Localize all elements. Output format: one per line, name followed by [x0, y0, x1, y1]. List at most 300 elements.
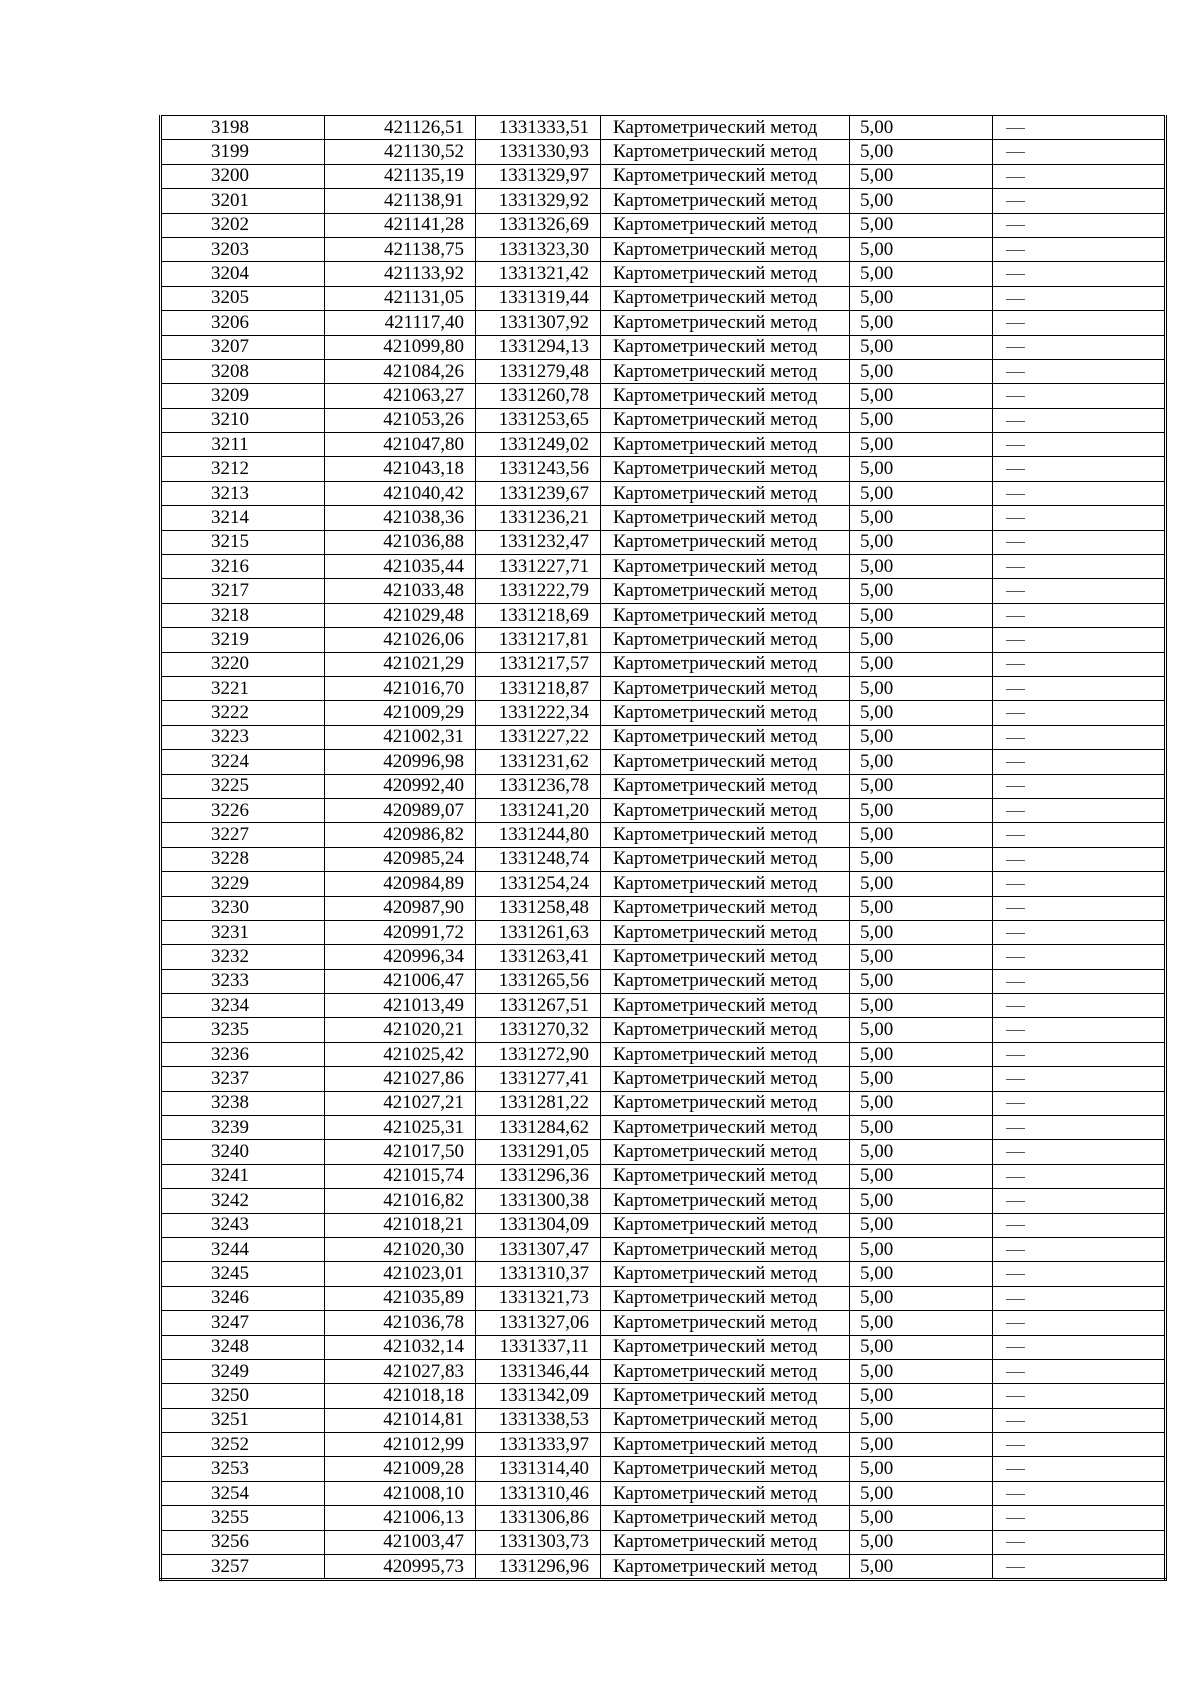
dash-mark [1006, 1225, 1025, 1226]
table-row [161, 1506, 1166, 1530]
point-number-cell: 3246 [161, 1286, 325, 1310]
note-cell [993, 213, 1166, 237]
x-coordinate-cell: 421053,26 [325, 408, 476, 432]
accuracy-cell: 5,00 [850, 433, 993, 457]
y-coordinate-cell: 1331218,69 [476, 603, 601, 627]
point-number-cell: 3217 [161, 579, 325, 603]
point-number-cell: 3198 [161, 116, 325, 140]
dash-mark [1006, 689, 1025, 690]
note-cell [993, 457, 1166, 481]
y-coordinate-cell: 1331244,80 [476, 823, 601, 847]
table-row [161, 457, 1166, 481]
point-number-cell: 3257 [161, 1555, 325, 1580]
y-coordinate-cell: 1331258,48 [476, 896, 601, 920]
y-coordinate-cell: 1331254,24 [476, 872, 601, 896]
x-coordinate-cell: 421063,27 [325, 384, 476, 408]
method-cell: Картометрический метод [601, 237, 850, 261]
dash-mark [1006, 1079, 1025, 1080]
x-coordinate-cell: 421027,86 [325, 1067, 476, 1091]
note-cell [993, 1140, 1166, 1164]
point-number-cell: 3253 [161, 1457, 325, 1481]
dash-mark [1006, 128, 1025, 129]
table-row [161, 433, 1166, 457]
x-coordinate-cell: 421026,06 [325, 628, 476, 652]
table-row [161, 481, 1166, 505]
y-coordinate-cell: 1331281,22 [476, 1091, 601, 1115]
note-cell [993, 1237, 1166, 1261]
x-coordinate-cell: 421002,31 [325, 725, 476, 749]
accuracy-cell: 5,00 [850, 847, 993, 871]
note-cell [993, 872, 1166, 896]
accuracy-cell: 5,00 [850, 1262, 993, 1286]
point-number-cell: 3214 [161, 506, 325, 530]
point-number-cell: 3231 [161, 920, 325, 944]
dash-mark [1006, 982, 1025, 983]
dash-mark [1006, 640, 1025, 641]
accuracy-cell: 5,00 [850, 896, 993, 920]
dash-mark [1006, 542, 1025, 543]
dash-mark [1006, 1006, 1025, 1007]
note-cell [993, 1530, 1166, 1554]
table-row [161, 994, 1166, 1018]
point-number-cell: 3244 [161, 1237, 325, 1261]
y-coordinate-cell: 1331346,44 [476, 1359, 601, 1383]
y-coordinate-cell: 1331270,32 [476, 1018, 601, 1042]
method-cell: Картометрический метод [601, 335, 850, 359]
y-coordinate-cell: 1331330,93 [476, 140, 601, 164]
method-cell: Картометрический метод [601, 1213, 850, 1237]
accuracy-cell: 5,00 [850, 213, 993, 237]
method-cell: Картометрический метод [601, 750, 850, 774]
y-coordinate-cell: 1331284,62 [476, 1116, 601, 1140]
table-row [161, 1067, 1166, 1091]
point-number-cell: 3256 [161, 1530, 325, 1554]
dash-mark [1006, 567, 1025, 568]
accuracy-cell: 5,00 [850, 555, 993, 579]
x-coordinate-cell: 421018,18 [325, 1384, 476, 1408]
table-row [161, 1042, 1166, 1066]
note-cell [993, 1091, 1166, 1115]
method-cell: Картометрический метод [601, 481, 850, 505]
method-cell: Картометрический метод [601, 311, 850, 335]
y-coordinate-cell: 1331338,53 [476, 1408, 601, 1432]
table-row [161, 1335, 1166, 1359]
note-cell [993, 1555, 1166, 1580]
y-coordinate-cell: 1331265,56 [476, 969, 601, 993]
x-coordinate-cell: 420989,07 [325, 798, 476, 822]
point-number-cell: 3228 [161, 847, 325, 871]
table-row [161, 189, 1166, 213]
y-coordinate-cell: 1331333,51 [476, 116, 601, 140]
accuracy-cell: 5,00 [850, 530, 993, 554]
x-coordinate-cell: 421131,05 [325, 286, 476, 310]
point-number-cell: 3238 [161, 1091, 325, 1115]
method-cell: Картометрический метод [601, 408, 850, 432]
y-coordinate-cell: 1331296,36 [476, 1164, 601, 1188]
table-row [161, 116, 1166, 140]
accuracy-cell: 5,00 [850, 189, 993, 213]
x-coordinate-cell: 421021,29 [325, 652, 476, 676]
accuracy-cell: 5,00 [850, 164, 993, 188]
note-cell [993, 359, 1166, 383]
dash-mark [1006, 1347, 1025, 1348]
note-cell [993, 1213, 1166, 1237]
method-cell: Картометрический метод [601, 603, 850, 627]
point-number-cell: 3250 [161, 1384, 325, 1408]
dash-mark [1006, 835, 1025, 836]
y-coordinate-cell: 1331248,74 [476, 847, 601, 871]
method-cell: Картометрический метод [601, 1189, 850, 1213]
x-coordinate-cell: 421138,75 [325, 237, 476, 261]
method-cell: Картометрический метод [601, 213, 850, 237]
accuracy-cell: 5,00 [850, 725, 993, 749]
point-number-cell: 3209 [161, 384, 325, 408]
method-cell: Картометрический метод [601, 774, 850, 798]
method-cell: Картометрический метод [601, 579, 850, 603]
point-number-cell: 3213 [161, 481, 325, 505]
table-row [161, 1018, 1166, 1042]
point-number-cell: 3252 [161, 1433, 325, 1457]
y-coordinate-cell: 1331253,65 [476, 408, 601, 432]
method-cell: Картометрический метод [601, 1335, 850, 1359]
method-cell: Картометрический метод [601, 676, 850, 700]
table-row [161, 823, 1166, 847]
x-coordinate-cell: 421117,40 [325, 311, 476, 335]
accuracy-cell: 5,00 [850, 237, 993, 261]
method-cell: Картометрический метод [601, 1555, 850, 1580]
dash-mark [1006, 884, 1025, 885]
method-cell: Картометрический метод [601, 384, 850, 408]
point-number-cell: 3235 [161, 1018, 325, 1042]
accuracy-cell: 5,00 [850, 969, 993, 993]
y-coordinate-cell: 1331342,09 [476, 1384, 601, 1408]
dash-mark [1006, 299, 1025, 300]
dash-mark [1006, 591, 1025, 592]
method-cell: Картометрический метод [601, 116, 850, 140]
method-cell: Картометрический метод [601, 1262, 850, 1286]
y-coordinate-cell: 1331236,21 [476, 506, 601, 530]
point-number-cell: 3255 [161, 1506, 325, 1530]
accuracy-cell: 5,00 [850, 1286, 993, 1310]
accuracy-cell: 5,00 [850, 945, 993, 969]
dash-mark [1006, 1299, 1025, 1300]
accuracy-cell: 5,00 [850, 286, 993, 310]
table-row [161, 1311, 1166, 1335]
method-cell: Картометрический метод [601, 164, 850, 188]
table-row [161, 774, 1166, 798]
y-coordinate-cell: 1331231,62 [476, 750, 601, 774]
point-number-cell: 3240 [161, 1140, 325, 1164]
accuracy-cell: 5,00 [850, 920, 993, 944]
dash-mark [1006, 811, 1025, 812]
accuracy-cell: 5,00 [850, 1237, 993, 1261]
table-row [161, 969, 1166, 993]
note-cell [993, 555, 1166, 579]
table-row [161, 603, 1166, 627]
x-coordinate-cell: 421020,21 [325, 1018, 476, 1042]
accuracy-cell: 5,00 [850, 1213, 993, 1237]
note-cell [993, 628, 1166, 652]
point-number-cell: 3241 [161, 1164, 325, 1188]
note-cell [993, 1335, 1166, 1359]
table-row [161, 1237, 1166, 1261]
x-coordinate-cell: 421016,82 [325, 1189, 476, 1213]
x-coordinate-cell: 420995,73 [325, 1555, 476, 1580]
note-cell [993, 286, 1166, 310]
method-cell: Картометрический метод [601, 1530, 850, 1554]
x-coordinate-cell: 421133,92 [325, 262, 476, 286]
table-row [161, 164, 1166, 188]
dash-mark [1006, 1128, 1025, 1129]
dash-mark [1006, 908, 1025, 909]
y-coordinate-cell: 1331277,41 [476, 1067, 601, 1091]
x-coordinate-cell: 421025,31 [325, 1116, 476, 1140]
method-cell: Картометрический метод [601, 530, 850, 554]
x-coordinate-cell: 421084,26 [325, 359, 476, 383]
note-cell [993, 1018, 1166, 1042]
point-number-cell: 3200 [161, 164, 325, 188]
dash-mark [1006, 1421, 1025, 1422]
dash-mark [1006, 957, 1025, 958]
table-row [161, 1164, 1166, 1188]
x-coordinate-cell: 421038,36 [325, 506, 476, 530]
x-coordinate-cell: 421023,01 [325, 1262, 476, 1286]
point-number-cell: 3219 [161, 628, 325, 652]
point-number-cell: 3220 [161, 652, 325, 676]
y-coordinate-cell: 1331279,48 [476, 359, 601, 383]
accuracy-cell: 5,00 [850, 1091, 993, 1115]
x-coordinate-cell: 421009,28 [325, 1457, 476, 1481]
dash-mark [1006, 347, 1025, 348]
dash-mark [1006, 713, 1025, 714]
point-number-cell: 3201 [161, 189, 325, 213]
note-cell [993, 750, 1166, 774]
table-row [161, 920, 1166, 944]
accuracy-cell: 5,00 [850, 750, 993, 774]
table-row [161, 652, 1166, 676]
note-cell [993, 237, 1166, 261]
y-coordinate-cell: 1331272,90 [476, 1042, 601, 1066]
note-cell [993, 408, 1166, 432]
method-cell: Картометрический метод [601, 262, 850, 286]
point-number-cell: 3211 [161, 433, 325, 457]
x-coordinate-cell: 421036,78 [325, 1311, 476, 1335]
method-cell: Картометрический метод [601, 896, 850, 920]
dash-mark [1006, 250, 1025, 251]
table-row [161, 750, 1166, 774]
table-row [161, 530, 1166, 554]
x-coordinate-cell: 421036,88 [325, 530, 476, 554]
y-coordinate-cell: 1331222,79 [476, 579, 601, 603]
table-body [161, 116, 1166, 1580]
method-cell: Картометрический метод [601, 1140, 850, 1164]
y-coordinate-cell: 1331333,97 [476, 1433, 601, 1457]
y-coordinate-cell: 1331337,11 [476, 1335, 601, 1359]
note-cell [993, 701, 1166, 725]
accuracy-cell: 5,00 [850, 701, 993, 725]
accuracy-cell: 5,00 [850, 384, 993, 408]
accuracy-cell: 5,00 [850, 1311, 993, 1335]
method-cell: Картометрический метод [601, 628, 850, 652]
method-cell: Картометрический метод [601, 872, 850, 896]
note-cell [993, 1359, 1166, 1383]
note-cell [993, 433, 1166, 457]
y-coordinate-cell: 1331300,38 [476, 1189, 601, 1213]
y-coordinate-cell: 1331310,46 [476, 1481, 601, 1505]
dash-mark [1006, 860, 1025, 861]
note-cell [993, 1262, 1166, 1286]
point-number-cell: 3254 [161, 1481, 325, 1505]
note-cell [993, 384, 1166, 408]
point-number-cell: 3204 [161, 262, 325, 286]
y-coordinate-cell: 1331323,30 [476, 237, 601, 261]
x-coordinate-cell: 421013,49 [325, 994, 476, 1018]
x-coordinate-cell: 421141,28 [325, 213, 476, 237]
dash-mark [1006, 1103, 1025, 1104]
table-row [161, 384, 1166, 408]
note-cell [993, 481, 1166, 505]
note-cell [993, 823, 1166, 847]
accuracy-cell: 5,00 [850, 408, 993, 432]
note-cell [993, 1189, 1166, 1213]
note-cell [993, 1457, 1166, 1481]
method-cell: Картометрический метод [601, 1018, 850, 1042]
method-cell: Картометрический метод [601, 945, 850, 969]
y-coordinate-cell: 1331243,56 [476, 457, 601, 481]
accuracy-cell: 5,00 [850, 579, 993, 603]
table-row [161, 1530, 1166, 1554]
dash-mark [1006, 445, 1025, 446]
table-row [161, 140, 1166, 164]
point-number-cell: 3230 [161, 896, 325, 920]
table-row [161, 1262, 1166, 1286]
note-cell [993, 774, 1166, 798]
note-cell [993, 896, 1166, 920]
dash-mark [1006, 274, 1025, 275]
method-cell: Картометрический метод [601, 1408, 850, 1432]
note-cell [993, 335, 1166, 359]
x-coordinate-cell: 421126,51 [325, 116, 476, 140]
accuracy-cell: 5,00 [850, 994, 993, 1018]
y-coordinate-cell: 1331321,73 [476, 1286, 601, 1310]
table-row [161, 798, 1166, 822]
dash-mark [1006, 1201, 1025, 1202]
dash-mark [1006, 323, 1025, 324]
y-coordinate-cell: 1331267,51 [476, 994, 601, 1018]
table-row [161, 1116, 1166, 1140]
y-coordinate-cell: 1331263,41 [476, 945, 601, 969]
table-row [161, 506, 1166, 530]
dash-mark [1006, 421, 1025, 422]
note-cell [993, 311, 1166, 335]
table-row [161, 725, 1166, 749]
x-coordinate-cell: 421135,19 [325, 164, 476, 188]
accuracy-cell: 5,00 [850, 872, 993, 896]
y-coordinate-cell: 1331261,63 [476, 920, 601, 944]
note-cell [993, 1164, 1166, 1188]
note-cell [993, 262, 1166, 286]
dash-mark [1006, 616, 1025, 617]
x-coordinate-cell: 420987,90 [325, 896, 476, 920]
point-number-cell: 3243 [161, 1213, 325, 1237]
table-row [161, 237, 1166, 261]
note-cell [993, 603, 1166, 627]
y-coordinate-cell: 1331227,71 [476, 555, 601, 579]
point-number-cell: 3221 [161, 676, 325, 700]
accuracy-cell: 5,00 [850, 1384, 993, 1408]
x-coordinate-cell: 421008,10 [325, 1481, 476, 1505]
y-coordinate-cell: 1331249,02 [476, 433, 601, 457]
table-row [161, 335, 1166, 359]
note-cell [993, 969, 1166, 993]
y-coordinate-cell: 1331239,67 [476, 481, 601, 505]
x-coordinate-cell: 421017,50 [325, 1140, 476, 1164]
point-number-cell: 3216 [161, 555, 325, 579]
accuracy-cell: 5,00 [850, 676, 993, 700]
x-coordinate-cell: 421099,80 [325, 335, 476, 359]
y-coordinate-cell: 1331310,37 [476, 1262, 601, 1286]
method-cell: Картометрический метод [601, 1506, 850, 1530]
accuracy-cell: 5,00 [850, 628, 993, 652]
y-coordinate-cell: 1331217,81 [476, 628, 601, 652]
accuracy-cell: 5,00 [850, 140, 993, 164]
accuracy-cell: 5,00 [850, 335, 993, 359]
y-coordinate-cell: 1331303,73 [476, 1530, 601, 1554]
accuracy-cell: 5,00 [850, 1116, 993, 1140]
accuracy-cell: 5,00 [850, 1408, 993, 1432]
method-cell: Картометрический метод [601, 555, 850, 579]
table-row [161, 1213, 1166, 1237]
x-coordinate-cell: 421014,81 [325, 1408, 476, 1432]
dash-mark [1006, 1152, 1025, 1153]
y-coordinate-cell: 1331326,69 [476, 213, 601, 237]
table-row [161, 359, 1166, 383]
x-coordinate-cell: 420996,34 [325, 945, 476, 969]
note-cell [993, 798, 1166, 822]
method-cell: Картометрический метод [601, 433, 850, 457]
note-cell [993, 1481, 1166, 1505]
method-cell: Картометрический метод [601, 1164, 850, 1188]
x-coordinate-cell: 421027,83 [325, 1359, 476, 1383]
method-cell: Картометрический метод [601, 1091, 850, 1115]
note-cell [993, 189, 1166, 213]
note-cell [993, 506, 1166, 530]
table-row [161, 213, 1166, 237]
note-cell [993, 1286, 1166, 1310]
y-coordinate-cell: 1331291,05 [476, 1140, 601, 1164]
x-coordinate-cell: 420984,89 [325, 872, 476, 896]
y-coordinate-cell: 1331218,87 [476, 676, 601, 700]
method-cell: Картометрический метод [601, 1433, 850, 1457]
accuracy-cell: 5,00 [850, 262, 993, 286]
table-row [161, 1433, 1166, 1457]
table-row [161, 1091, 1166, 1115]
dash-mark [1006, 396, 1025, 397]
method-cell: Картометрический метод [601, 1237, 850, 1261]
method-cell: Картометрический метод [601, 189, 850, 213]
table-row [161, 847, 1166, 871]
x-coordinate-cell: 421018,21 [325, 1213, 476, 1237]
accuracy-cell: 5,00 [850, 798, 993, 822]
accuracy-cell: 5,00 [850, 1189, 993, 1213]
dash-mark [1006, 1177, 1025, 1178]
table-row [161, 945, 1166, 969]
table-row [161, 408, 1166, 432]
table-row [161, 555, 1166, 579]
dash-mark [1006, 152, 1025, 153]
dash-mark [1006, 494, 1025, 495]
note-cell [993, 676, 1166, 700]
